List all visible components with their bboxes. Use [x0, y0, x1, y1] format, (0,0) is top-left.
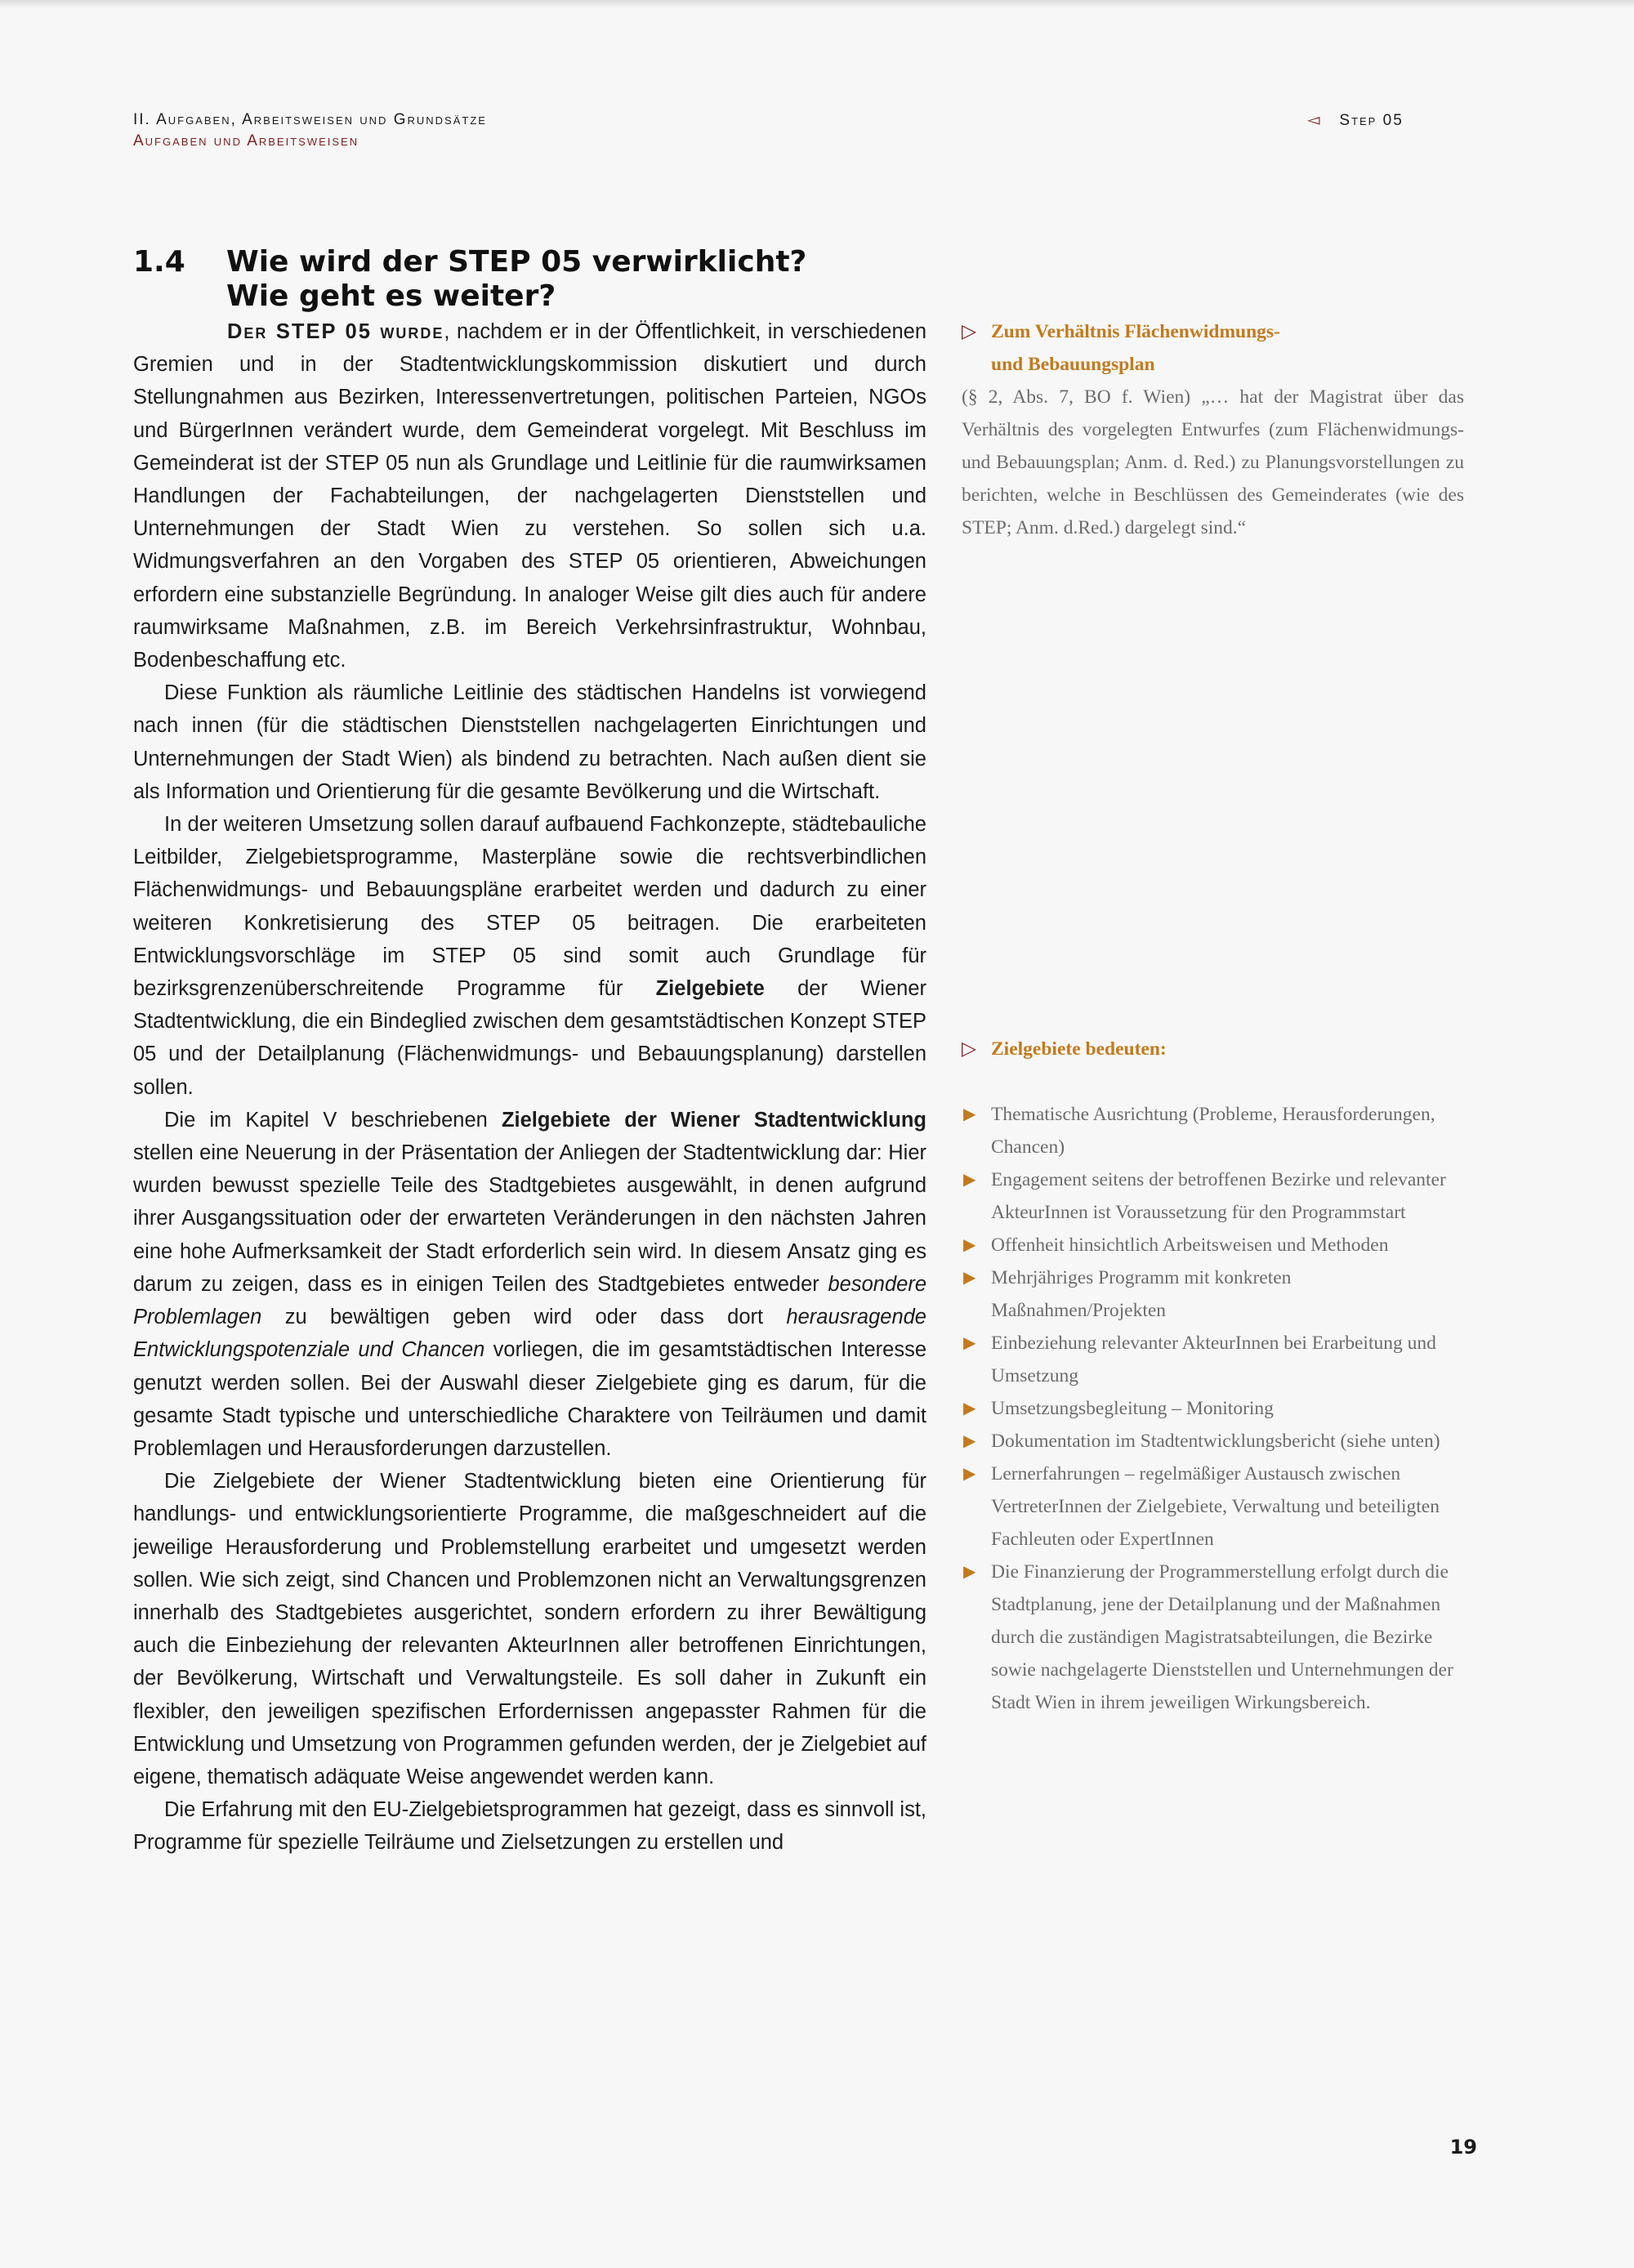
sidebar-box-1-title-line-1: Zum Verhältnis Flächenwidmungs- [991, 321, 1280, 342]
triangle-left-icon: ◅ [1307, 111, 1322, 129]
paragraph-4-text-c: zu bewältigen geben wird oder dass dort [261, 1306, 787, 1329]
emphasis-problemlagen: besondere Problemlagen [133, 1272, 926, 1329]
chapter-title: II. Aufgaben, Arbeitsweisen und Grundsätze [133, 111, 487, 128]
arrow-right-icon: ▶ [963, 1334, 976, 1352]
sidebar-box-1-quote: (§ 2, Abs. 7, BO f. Wien) „… hat der Magistrat über das Verhältnis des vorgelegten Entwurfes (zum Flächenwidmungs- und Bebauungsplan; Anm. d. Red.) zu Planungsvorstellungen zu berichten, welche in Beschlüssen des Gemeinderates (wie des STEP; Anm. d.Red.) dargelegt sind.“ [962, 386, 1464, 538]
list-item-text: Umsetzungsbegleitung – Monitoring [991, 1398, 1274, 1419]
term-zielgebiete: Zielgebiete [655, 977, 765, 1001]
paragraph-4-text-a: Die im Kapitel V beschriebenen [164, 1108, 502, 1132]
arrow-right-icon: ▶ [963, 1171, 976, 1189]
list-item [962, 1392, 1464, 1425]
list-item-text: Dokumentation im Stadtentwicklungsbericht (siehe unten) [991, 1431, 1440, 1452]
emphasis-potenziale: herausragende Entwicklungspotenziale und Chancen [133, 1306, 926, 1362]
list-item [962, 1425, 1464, 1458]
list-item [962, 1163, 1464, 1229]
paragraph-5: Die Zielgebiete der Wiener Stadtentwicklung bieten eine Orientierung für handlungs- und entwicklungsorientierte Programme, die maßgeschneidert auf die jeweilige Herausforderung und Problemstellung erarbeitet und umgesetzt werden sollen. Wie sich zeigt, sind Chancen und Problemzonen nicht an Verwaltungsgrenzen innerhalb des Stadtgebietes ausgerichtet, sondern erfordern zu ihrer Bewältigung auch die Einbeziehung der relevanten AkteurInnen aller betroffenen Einrichtungen, der Bevölkerung, Wirtschaft und Verwaltungsteile. Es soll daher in Zukunft ein flexibler, den jeweiligen spezifischen Erfordernissen angepasster Rahmen für die Entwicklung und Umsetzung von Programmen gefunden werden, der je Zielgebiet auf eigene, thematisch adäquate Weise angewendet werden kann. [133, 1470, 926, 1788]
running-header [133, 109, 868, 152]
paragraph-3-text-a: In der weiteren Umsetzung sollen darauf aufbauend Fachkonzepte, städtebauliche Leitbilder, Zielgebietsprogramme, Masterpläne sowie die rechtsverbindlichen Flächenwidmungs- und Bebauungspläne erarbeitet werden und dadurch zu einer weiteren Konkretisierung des STEP 05 beitragen. Die erarbeiteten Entwicklungsvorschläge im STEP 05 sind somit auch Grundlage für bezirksgrenzenüberschreitende Programme für [133, 813, 926, 1001]
list-item-text: Einbeziehung relevanter AkteurInnen bei Erarbeitung und Umsetzung [991, 1333, 1436, 1386]
paragraph-3 [133, 808, 926, 1104]
lead-in: Der STEP 05 wurde [227, 320, 444, 343]
paragraph-6: Die Erfahrung mit den EU-Zielgebietsprogrammen hat gezeigt, dass es sinnvoll ist, Programme für spezielle Teilräume und Zielsetzungen zu erstellen und [133, 1798, 926, 1855]
arrow-right-icon: ▶ [963, 1432, 976, 1450]
section-number: 1.4 [133, 245, 185, 279]
sidebar-box-2-title-text: Zielgebiete bedeuten: [991, 1038, 1167, 1060]
list-item-text: Engagement seitens der betroffenen Bezirke und relevanter AkteurInnen ist Voraussetzung für den Programmstart [991, 1169, 1446, 1223]
sidebar-box-1-title [962, 315, 1464, 381]
sidebar-box-zielgebiete [962, 1033, 1464, 1719]
sidebar-box-2-title [962, 1033, 1464, 1065]
arrow-right-icon: ▶ [963, 1269, 976, 1287]
sidebar-box-widmung [962, 315, 1464, 544]
term-zielgebiete-wien: Zielgebiete der Wiener Stadtentwicklung [501, 1108, 927, 1132]
scan-edge [0, 0, 1634, 8]
arrow-right-icon: ▶ [963, 1105, 976, 1123]
triangle-right-outline-icon: ▷ [962, 1038, 977, 1060]
paragraph-1-text: , nachdem er in der Öffentlichkeit, in verschiedenen Gremien und in der Stadtentwicklungskommission diskutiert und durch Stellungnahmen aus Bezirken, Interessenvertretungen, politischen Parteien, NGOs und BürgerInnen verändert wurde, dem Gemeinderat vorgelegt. Mit Beschluss im Gemeinderat ist der STEP 05 nun als Grundlage und Leitlinie für die raumwirksamen Handlungen der Fachabteilungen, der nachgelagerten Dienststellen und Unternehmungen der Stadt Wien zu verstehen. So sollen sich u.a. Widmungsverfahren an den Vorgaben des STEP 05 orientieren, Abweichungen erfordern eine substanzielle Begründung. In analoger Weise gilt dies auch für andere raumwirksame Maßnahmen, z.B. im Bereich Verkehrsinfrastruktur, Wohnbau, Bodenbeschaffung etc. [133, 320, 927, 672]
zielgebiete-list [962, 1098, 1464, 1719]
sidebar-box-1-title-line-2: und Bebauungsplan [991, 354, 1155, 375]
step-label: Step 05 [1339, 112, 1404, 129]
list-item [962, 1458, 1464, 1556]
heading-line-1: Wie wird der STEP 05 verwirklicht? [226, 245, 807, 279]
list-item-text: Lernerfahrungen – regelmäßiger Austausch zwischen VertreterInnen der Zielgebiete, Verwaltung und beteiligten Fachleuten oder ExpertInnen [991, 1463, 1440, 1550]
paragraph-1 [133, 315, 926, 676]
list-item-text: Offenheit hinsichtlich Arbeitsweisen und Methoden [991, 1234, 1389, 1256]
list-item-text: Mehrjähriges Programm mit konkreten Maßnahmen/Projekten [991, 1267, 1292, 1321]
paragraph-4-text-b: stellen eine Neuerung in der Präsentation der Anliegen der Stadtentwicklung dar: Hier wurden bewusst spezielle Teile des Stadtgebietes ausgewählt, in denen aufgrund ihrer Ausgangssituation oder der erwarteten Veränderungen in den nächsten Jahren eine hohe Aufmerksamkeit der Stadt erforderlich sein wird. In diesem Ansatz ging es darum zu zeigen, dass es in einigen Teilen des Stadtgebietes entweder [133, 1141, 926, 1296]
paragraph-4 [133, 1104, 926, 1465]
list-item-text: Die Finanzierung der Programmerstellung erfolgt durch die Stadtplanung, jene der Detailplanung und der Maßnahmen durch die zuständigen Magistratsabteilungen, die Bezirke sowie nachgelagerte Dienststellen und Unternehmungen der Stadt Wien in ihrem jeweiligen Wirkungsbereich. [991, 1561, 1453, 1713]
section-title-text [226, 245, 962, 314]
arrow-right-icon: ▶ [963, 1236, 976, 1254]
heading-line-2: Wie geht es weiter? [226, 279, 556, 313]
arrow-right-icon: ▶ [963, 1563, 976, 1581]
section-title: Aufgaben und Arbeitsweisen [133, 132, 359, 150]
paragraph-3-text-b: der Wiener Stadtentwicklung, die ein Bindeglied zwischen dem gesamtstädtischen Konzept STEP 05 und der Detailplanung (Flächenwidmungs- und Bebauungsplanung) darstellen sollen. [133, 977, 927, 1099]
list-item [962, 1229, 1464, 1261]
list-item-text: Thematische Ausrichtung (Probleme, Herausforderungen, Chancen) [991, 1104, 1435, 1158]
arrow-right-icon: ▶ [963, 1400, 976, 1418]
list-item [962, 1261, 1464, 1327]
list-item [962, 1098, 1464, 1163]
list-item [962, 1556, 1464, 1719]
step-marker [1307, 109, 1471, 132]
triangle-right-outline-icon: ▷ [962, 321, 977, 342]
paragraph-4-text-d: vorliegen, die im gesamtstädtischen Interesse genutzt werden sollen. Bei der Auswahl dieser Zielgebiete ging es darum, für die gesamte Stadt typische und unterschiedliche Charaktere von Teilräumen und damit Problemlagen und Herausforderungen darzustellen. [133, 1338, 926, 1460]
list-item [962, 1327, 1464, 1392]
page-number: 19 [1449, 2136, 1477, 2159]
arrow-right-icon: ▶ [963, 1465, 976, 1483]
main-text-column [133, 315, 926, 1859]
paragraph-2: Diese Funktion als räumliche Leitlinie des städtischen Handelns ist vorwiegend nach innen (für die städtischen Dienststellen nachgelagerten Einrichtungen und Unternehmungen der Stadt Wien) als bindend zu betrachten. Nach außen dient sie als Information und Orientierung für die gesamte Bevölkerung und die Wirtschaft. [133, 681, 926, 803]
